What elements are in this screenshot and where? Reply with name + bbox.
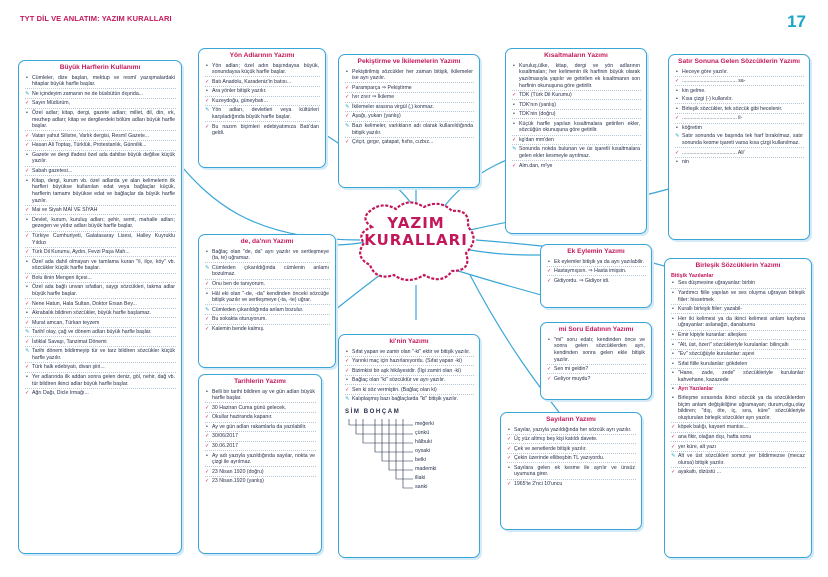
- ladder-word: sanki: [415, 483, 428, 490]
- ladder-lines: [345, 409, 475, 495]
- box-tarihler: [198, 374, 322, 554]
- rule-list: [19, 74, 181, 401]
- rule-list: [506, 62, 646, 174]
- list-item: • "Hane, zade, zede" sözcükleriyle kurulanlar: kahvehane, kazazede: [671, 370, 806, 385]
- center-title-cloud: [352, 197, 480, 285]
- ladder-word: hâlbuki: [415, 438, 432, 445]
- ladder-word: çünkü: [415, 429, 430, 436]
- list-item: • Yardımcı fiille yapılan ve ses oluyma uğrayan birleşik fiiler: hissetmek: [671, 290, 806, 305]
- list-item: ✓ Vatan yahut Silistre, Varlık dergisi, Resmî Gazete...: [25, 133, 176, 141]
- box-ek-eylem: [540, 244, 652, 308]
- list-item: ✓ 1965'te 2'nci 10'uncu: [507, 481, 636, 488]
- list-item: ✓ Mai ve Siyah MAİ VE SİYAH: [25, 207, 176, 215]
- ladder-word: meğerki: [415, 420, 434, 427]
- list-item: • Küçük harfle yapılan kısaltmalara getirilen ekler, sözcüğün okunuşuna göre getirilir.: [512, 121, 641, 136]
- list-item: ✓ Hastaymışsın. ⇒ Hasta imişsin.: [547, 268, 646, 276]
- center-title-line1: YAZIM: [387, 214, 445, 232]
- ladder-word: illaki: [415, 474, 426, 481]
- list-item: • Ay ve gün adları rakamlarla da yazılabilir.: [205, 424, 316, 432]
- box-subtitle: Bitişik Yazılanlar: [671, 272, 714, 279]
- list-item: • Ara yönler bitişik yazılır.: [205, 88, 320, 96]
- list-item: ✓ Paramparça ⇒ Pekiştirme: [345, 85, 474, 93]
- list-item: • Ses düşmesine uğrayanlar: birbin: [671, 280, 806, 288]
- list-item: ✎ Cümleden çıkarıldığında cümlenin anlamı bozulmaz.: [205, 265, 330, 280]
- ladder-word: mademki: [415, 465, 437, 472]
- list-item: ✎ Satır sonunda ve başında tek harf bırakılmaz, satır sonunda kesme işareti varsa kısa çizgi kullanılmaz.: [675, 133, 804, 148]
- rule-list: [501, 426, 641, 492]
- list-item: ✓ Çekin üzerinde ellibeşbin TL yazıyordu.: [507, 455, 636, 463]
- list-item: ✓ TDK (Türk Dil Kurumu): [512, 92, 641, 100]
- list-item: ✎ Kalıplaşmış bazı bağlaçlarda "ki" bitişik yazılır.: [345, 396, 474, 403]
- list-item: ✓ yer küre, alt yazı: [671, 444, 806, 452]
- rule-list: [199, 62, 325, 141]
- list-item: ✎ Yön adları, devletleri veya kültürleri karşıladığında büyük harfle başlar.: [205, 107, 320, 122]
- list-item: ✎ Cümleden çıkarıldığında anlam bozulur.: [205, 307, 330, 315]
- list-item: ✓ Kalemin bende kalmış.: [205, 326, 330, 333]
- list-item: ✎ Tarihi dönem bildirmeyip tür ve tarz bildiren sözcükler küçük harfle yazılır.: [25, 348, 176, 363]
- list-item: ✓ 30/06/2017: [205, 433, 316, 441]
- list-item: ✓ Çek ve senetlerde bitişik yazılır.: [507, 446, 636, 454]
- list-item: • Bağlaç olan "ki" sözcüktür ve ayrı yazılır.: [345, 377, 474, 385]
- list-item: ✓ Ağrı Dağı, Dicle Irmağı...: [25, 390, 176, 397]
- list-item: ✎ Alt ve üst sözcükleri somut yer bildirmezse (mecaz olursa) bitişik yazılır.: [671, 453, 806, 468]
- page-number: 17: [787, 12, 806, 31]
- sim-bohcam-ladder: [345, 409, 473, 495]
- ladder-word: oysaki: [415, 447, 431, 454]
- list-item: ✓ Bu sokakta oturuyorum.: [205, 316, 330, 324]
- list-item: ✓ Kuzeydoğu, güneybatı...: [205, 98, 320, 106]
- list-item: ✓ 30 Haziran Cuma günü gelecek.: [205, 405, 316, 413]
- list-item: ✓ Bu nazım biçimleri edebiyatımıza Batı'dan geldi.: [205, 124, 320, 138]
- list-item: ✓ Geliyor muydu?: [547, 376, 646, 383]
- list-item: ✓ Aşağı, yukarı (yanlış): [345, 113, 474, 121]
- list-item: • Akrabalık bildiren sözcükler, büyük harfle başlamaz.: [25, 310, 176, 318]
- list-item: ✓ kg'dan mm'den: [512, 137, 641, 145]
- list-item: • Kurallı birleşik fiiler: yazabil-: [671, 306, 806, 314]
- box-title: Yön Adlarının Yazımı: [229, 52, 295, 59]
- rule-list: [199, 388, 321, 489]
- list-item: • Belli bir tarihi bildiren ay ve gün adları büyük harfle başlar.: [205, 389, 316, 404]
- list-item: ✓ ...................................... il-: [675, 115, 804, 123]
- list-item: ✓ Sabah gazetesi...: [25, 168, 176, 176]
- list-item: ✓ Onu ben de tanıyorum.: [205, 281, 330, 289]
- list-item: ✓ Bolu ilinin Mengen ilçesi...: [25, 275, 176, 283]
- list-item: ✓ Türk Dil Kurumu, Aydın, Fevzi Paşa Mah...: [25, 249, 176, 257]
- box-title: Tarihlerin Yazımı: [234, 378, 286, 385]
- list-item: ✓ Gidiyordu. ⇒ Gidiyor idi.: [547, 278, 646, 285]
- rule-list: [541, 336, 651, 387]
- box-buyuk-harf: [18, 60, 182, 554]
- rule-list: [339, 68, 479, 150]
- box-title: Sayıların Yazımı: [546, 416, 596, 423]
- list-item: ✓ Sen mi geldin?: [547, 366, 646, 374]
- list-item: • TDK'nın (yanlış): [512, 102, 641, 110]
- list-item: • Sayılara gelen ek kesme ile ayrılır ve ünsüz uyumuna girer.: [507, 465, 636, 480]
- list-item: • Birleşme sırasında ikinci sözcük ya da sözcüklerden biçim anlam değişikliğine uğramayan; durum,olgu,olay bildiren; "dış, öte, iç, sıra, küre" sözcükleriyle oluşturulan birleşik sözcükler ayrı yazılır.: [671, 395, 806, 423]
- list-item: • Ayrı Yazılanlar: [671, 386, 806, 393]
- list-item: • Emir kipiyle kuranlar: alteşkes: [671, 332, 806, 340]
- rule-list: [541, 258, 651, 289]
- ladder-word: belki: [415, 456, 426, 463]
- box-de-da: [198, 234, 336, 368]
- list-item: ✓ Türkiye Cumhuriyeti, Galatasaray Lisesi, Halley Kuyruklu Yıldızı: [25, 233, 176, 248]
- box-title: Satır Sonuna Gelen Sözcüklerin Yazımı: [678, 58, 800, 65]
- list-item: ✓ Ivır zıvır ⇒ İkileme: [345, 94, 474, 102]
- list-item: ✓ ...................................... Ali': [675, 150, 804, 158]
- list-item: • Kısa çizgi (-) kullanılır.: [675, 96, 804, 104]
- list-item: ✓ 30.06.2017: [205, 443, 316, 451]
- list-item: ✓ köpek balığı, kayseri mantısı...: [671, 424, 806, 432]
- list-item: • kin gelme.: [675, 88, 804, 95]
- list-item: • Kuruluş,ülke, kitap, dergi ve yön adlarının kısaltmaları; her kelimenin ilk harfinin büyük olarak yazılmasıyla yapılır ve getirilen ek kısaltmanın son harfinin okunuşuna göre getirilir.: [512, 63, 641, 91]
- list-item: • "mi" soru edatı; kendinden önce ve sonra gelen sözcüklerden ayrı, kendinden sonra gelen ekle bitişik yazılır.: [547, 337, 646, 365]
- ladder-title: SİM BOHÇAM: [345, 408, 401, 415]
- list-item: • Kitap, dergi, kurum vb. özel adlarda ye alan kelimelerin ilk harfleri büyükse kullanılan edat veya bağlaçlar küçük, harflerin tamamı büyükse edat ve bağlaçlar da büyük harfle yazılır.: [25, 178, 176, 206]
- list-item: • Sayılar, yazıyla yazıldığında her sözcük ayrı yazılır.: [507, 427, 636, 435]
- list-item: ✓ ...................................... sa-: [675, 78, 804, 86]
- list-item: • Sıfat yapan ve zamir olan "-ki" ektir ve bitişik yazılır.: [345, 349, 474, 357]
- box-title: Pekiştirme ve İkilemelerin Yazımı: [357, 58, 461, 65]
- list-item: • nin: [675, 159, 804, 166]
- list-item: ✓ Sen ki söz vermiştin. (Bağlaç olan ki): [345, 387, 474, 395]
- list-item: • köğretim: [675, 125, 804, 132]
- list-item: ✓ Sayın Müdürüm,: [25, 100, 176, 108]
- box-birlesik: [664, 258, 812, 558]
- box-title: de, da'nın Yazımı: [240, 238, 294, 245]
- list-item: • Ek eylemler bitişik ya da ayrı yazılabilir.: [547, 259, 646, 267]
- center-title: [352, 215, 480, 250]
- list-item: • "Ev" sözcüğüyle kurulanlar: aşevi: [671, 351, 806, 359]
- list-item: ✎ Bazı kelimeler, varlıkların adı olarak kullanıldığında bitişik yazılır.: [345, 123, 474, 138]
- box-title: Ek Eylemin Yazımı: [567, 248, 625, 255]
- list-item: ✓ Bizimkisi bir aşk hikâyesidir. (İlgi zamiri olan -ki): [345, 368, 474, 376]
- list-item: • Hâl eki olan "-de, -da" kendinden önceki sözcüğe bitişik yazılır ve sertleşmeye (-ta, -te) uğrar.: [205, 291, 330, 306]
- list-item: ✎ Tarihî olay, çağ ve dönem adları büyük harfle başlar.: [25, 329, 176, 337]
- list-item: • TDK'nin (doğru): [512, 111, 641, 119]
- list-item: ✓ Çıtçıt, gırgır, çatapat, fısfıs, cızbız...: [345, 139, 474, 146]
- list-item: • Yön adları; özel adın başındaysa büyük, sonundaysa küçük harfle başlar.: [205, 63, 320, 78]
- list-item: • Her iki kelimesi ya da ikinci kelimesi anlam kaybına uğrayanlar: aslanağzı, danaburnu: [671, 316, 806, 331]
- list-item: ✓ Murat amcan, Türkan teyzem: [25, 320, 176, 328]
- rule-list: [199, 248, 335, 337]
- list-item: ✓ ayakaltı, dizüstü ...: [671, 469, 806, 476]
- list-item: • Özel adlar; kitap, dergi, gazete adları; millet, dil, din, ırk, mezhep adları; kitap ve dergilerdeki bölüm adları büyük harfle başlar.: [25, 110, 176, 132]
- rule-list: [669, 68, 809, 170]
- list-item: • Devlet, kurum, kuruluş adları; şehir, semt, mahalle adları; gezegen ve yıldız adları büyük harfle başlar.: [25, 217, 176, 232]
- list-item: ✓ 23 Nisan.1920 (yanlış): [205, 478, 316, 485]
- list-item: • Sıfat fiille kurulanlar: gökdelen: [671, 361, 806, 369]
- list-item: ✓ İstiklal Savaşı, Tanzimat Dönemi: [25, 339, 176, 347]
- list-item: • Gazete ve dergi ifadesi özel ada dahilse büyük değilse küçük yazılır.: [25, 152, 176, 167]
- list-item: ✓ Yarınki maç için hazırlanıyordu. (Sıfat yapan -ki): [345, 358, 474, 366]
- list-item: • Birleşik sözcükler, tek sözcük gibi hecelenir.: [675, 106, 804, 114]
- box-satir-sonu: [668, 54, 810, 240]
- list-item: ✓ Alm.dan, m²ye: [512, 163, 641, 170]
- box-ki: [338, 334, 480, 558]
- list-item: • "Alt, üst, özeri" sözcükleriyle kurulanlar: bilinçaltı: [671, 342, 806, 350]
- list-item: ✓ Nene Hatun, Hala Sultan, Doktor Ersan Bey...: [25, 301, 176, 309]
- list-item: ✓ Okullar haziranda kapanır.: [205, 414, 316, 422]
- box-yon-adlari: [198, 48, 326, 168]
- box-mi-soru: [540, 322, 652, 400]
- list-item: ✎ Ne içindeyim zamanın ne de büsbütün dışında...: [25, 91, 176, 99]
- list-item: ✓ Hasan Ali Toptaş, Türklük, Protestanlık, Günnilik...: [25, 142, 176, 150]
- list-item: ✎ Sonunda nokda bulunan ve üs işaretli kısaltmalara gelen ekler kesmeyle ayrılmaz.: [512, 146, 641, 161]
- list-item: • Ay adı yazıyla yazıldığında sayılar, nokta ve çizgi ile ayrılmaz.: [205, 453, 316, 468]
- list-item: ✓ Batı Anadolu, Karadeniz'in batısı...: [205, 79, 320, 87]
- list-item: ✓ Türk halk edebiyatı, divan şiiri...: [25, 364, 176, 372]
- box-title: Birleşik Sözcüklerin Yazımı: [695, 262, 781, 269]
- list-item: • Özel ada dahil olmayan ve tamlama kuran "il, ilçe, köy" vb. sözcükler küçük harfle başlar.: [25, 259, 176, 274]
- list-item: • Pekiştirilmiş sözcükler her zaman bitişik, ikilemeler ise ayrı yazılır.: [345, 69, 474, 84]
- rule-list: [665, 279, 811, 479]
- list-item: • Özel ada bağlı unvan sıfatları, saygı sözcükleri, takma adlar büyük harfle başlar.: [25, 284, 176, 299]
- list-item: • Yer adlarında ilk addan sonra gelen deniz, göl, nehir, dağ vb. tür bildiren ikinci adlar büyük harfle başlar.: [25, 374, 176, 389]
- list-item: • Cümleler, dize başları, mektup ve resmî yazışmalardaki hitaplar büyük harfle başlar.: [25, 75, 176, 90]
- box-title: Büyük Harflerin Kullanımı: [59, 64, 141, 71]
- rule-list: [339, 348, 479, 407]
- box-title: ki'nin Yazımı: [389, 338, 429, 345]
- list-item: ✓ ana fikir, olağan dışı, hafta sonu: [671, 434, 806, 442]
- list-item: ✓ 23 Nisan 1920 (doğru): [205, 469, 316, 477]
- box-sayilar: [500, 412, 642, 530]
- box-title: Kısaltmaların Yazımı: [544, 52, 608, 59]
- list-item: ✎ İkilemeler arasına virgül (,) konmaz.: [345, 104, 474, 112]
- list-item: • Heceye göre yazılır.: [675, 69, 804, 77]
- page-header-label: TYT DİL VE ANLATIM: YAZIM KURALLARI: [20, 14, 172, 23]
- box-kisaltma: [505, 48, 647, 234]
- center-title-line2: KURALLARI: [364, 231, 468, 250]
- list-item: • Bağlaç olan "de, da" ayrı yazılır ve sertleşmeye (ta, te) uğramaz.: [205, 249, 330, 264]
- box-pekistirme: [338, 54, 480, 188]
- list-item: ✓ Üç yüz altmış beş kişi katıldı davete.: [507, 436, 636, 444]
- box-title: mi Soru Edatının Yazımı: [558, 326, 634, 333]
